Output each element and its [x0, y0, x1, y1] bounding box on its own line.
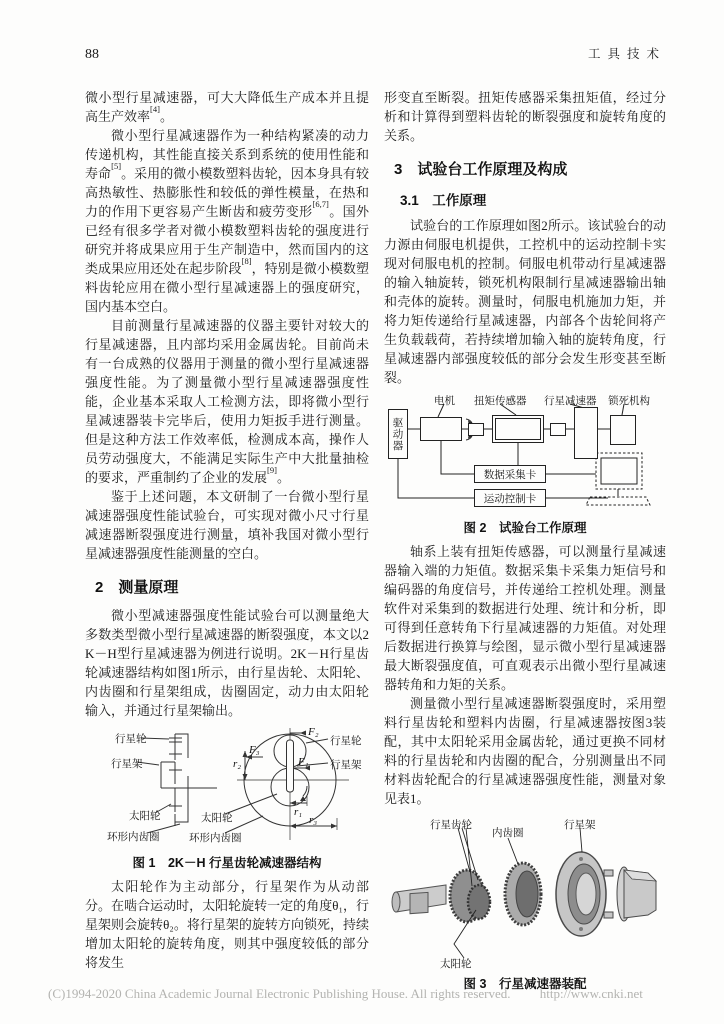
paragraph: 试验台的工作原理如图2所示。该试验台的动力源由伺服电机提供，工控机中的运动控制卡实现对伺服电机的控制。伺服电机带动行星减速器的输入轴旋转，锁死机构限制行星减速器输出轴和壳体的旋转。测量时，伺服电机施加力矩，并将力矩传递给行星减速器，内部各个齿轮间将产生负载载荷，若持续增加输入轴的旋转角度，行星减速器内部强度较低的部分会发生形变甚至断裂。 — [384, 218, 666, 385]
fig1-force-f3: F₃ — [249, 744, 260, 756]
figure-1-caption: 图 1 2K－H 行星齿轮减速器结构 — [132, 856, 322, 870]
paragraph: 鉴于上述问题，本文研制了一台微小型行星减速器强度性能试验台，可实现对微小尺寸行星减速器断裂强度进行测量，填补我国对微小型行星减速器强度性能测量的空白。 — [85, 489, 369, 561]
fig2-box-coupling-2 — [550, 423, 566, 436]
paragraph: 轴系上装有扭矩传感器，可以测量行星减速器输入端的力矩值。数据采集卡采集力矩信号和编码器的角度信号，并传递给工控机处理。测量软件对采集到的数据进行处理、统计和分析，即可得到任意转角下行星减速器的力矩值。对处理后数据进行换算与绘图，显示微小型行星减速器最大断裂强度值，可直观表示出微小型行星减速器转角和力矩的关系。 — [384, 544, 666, 692]
paragraph: 目前测量行星减速器的仪器主要针对较大的行星减速器，且内部均采用金属齿轮。目前尚未有一台成熟的仪器用于测量的微小型行星减速器强度性能。为了测量微小型行星减速器强度性能，企业基本采取人工检测方法，即将微小型行星减速器装卡完毕后，使用力矩扳手进行测量。但是这种方法工作效率低，检测成本高，操作人员劳动强度大，不能满足实际生产中大批量抽检的要求，严重制约了企业的发展[9]。 — [85, 318, 369, 485]
fig2-torque-sensor-inner-frame — [495, 418, 541, 440]
right-column — [384, 88, 666, 998]
fig1-radius-r1: r₁ — [294, 806, 303, 818]
fig2-label-reducer: 行星减速器 — [544, 395, 597, 407]
figure-1-gear-structure — [85, 726, 369, 848]
fig2-box-lock — [610, 415, 636, 445]
fig1-label-planet-wheel: 行星轮 — [115, 733, 147, 745]
figure-2-caption: 图 2 试验台工作原理 — [463, 521, 587, 535]
fig1-label-carrier-right: 行星架 — [330, 759, 362, 771]
footer-url: http://www.cnki.net — [539, 986, 643, 1001]
fig1-label-ring-gear-right: 环形内齿圈 — [189, 832, 242, 844]
fig3-label-planet-gear: 行星齿轮 — [430, 819, 472, 831]
fig1-label-sun-wheel: 太阳轮 — [129, 810, 161, 822]
fig1-label-planet-wheel-right: 行星轮 — [330, 735, 362, 747]
paragraph: 测量微小型行星减速器断裂强度时，采用塑料行星齿轮和塑料内齿圈，行星减速器按图3装配，其中太阳轮采用金属齿轮，通过更换不同材料的行星齿轮和内齿圈的配合，分别测量出不同材料齿轮配合的行星减速器强度性能，测量对象见表1。 — [384, 696, 666, 806]
section-heading-measure-principle: 2 测量原理 — [95, 579, 179, 596]
page-header — [85, 44, 666, 63]
fig1-radius-r3: r₃ — [309, 814, 318, 826]
fig2-box-driver — [388, 409, 408, 459]
page-number: 88 — [85, 47, 99, 62]
fig2-box-daq-card — [474, 465, 546, 483]
fig3-label-ring-gear: 内齿圈 — [492, 827, 524, 839]
fig2-box-torque-sensor — [492, 415, 544, 443]
fig1-radius-r2: r₂ — [233, 758, 242, 770]
paragraph: 微小型减速器强度性能试验台可以测量绝大多数类型微小型行星减速器的断裂强度，本文以2K－H型行星减速器为例进行说明。2K－H行星齿轮减速器结构如图1所示，由行星齿轮、太阳轮、内齿圈和行星架组成，齿圈固定，动力由太阳轮输入，并通过行星架输出。 — [85, 608, 369, 718]
figure-3-reducer-assembly — [384, 814, 666, 969]
paragraph: 太阳轮作为主动部分，行星架作为从动部分。在啮合运动时，太阳轮旋转一定的角度θ₁，行星架则会旋转θ₂。将行星架的旋转方向锁死，持续增加太阳轮的旋转角度，则其中强度较低的部分将发生 — [85, 879, 369, 970]
section-heading-test-bench: 3 试验台工作原理及构成 — [394, 161, 568, 178]
figure-3-drawing — [384, 814, 666, 969]
fig3-label-carrier: 行星架 — [564, 819, 596, 831]
fig2-box-motor — [420, 417, 462, 441]
fig2-box-reducer — [574, 407, 598, 459]
fig1-force-f1: F₁ — [298, 756, 309, 768]
journal-title: 工具技术 — [587, 47, 666, 61]
fig2-driver-text: 驱动器 — [391, 416, 404, 452]
fig2-label-torque-sensor: 扭矩传感器 — [474, 395, 527, 407]
left-column — [85, 88, 369, 972]
fig1-force-f2: F₂ — [308, 726, 319, 738]
footer-copyright: (C)1994-2020 China Academic Journal Electronic Publishing House. All rights reserved. — [48, 986, 511, 1001]
fig2-label-lock: 锁死机构 — [608, 395, 650, 407]
subsection-heading-working-principle: 3.1 工作原理 — [400, 193, 487, 208]
fig2-box-motion-card — [474, 489, 546, 507]
fig2-box-coupling-1 — [468, 423, 484, 436]
paragraph: 微小型行星减速器作为一种结构紧凑的动力传递机构，其性能直接关系到系统的使用性能和寿命[5]。采用的微小模数塑料齿轮，因本身具有较高热敏性、热膨胀性和较低的弹性模量，在热和力的作用下更容易产生断齿和疲劳变形[6,7]。国外已经有很多学者对微小模数塑料齿轮的强度进行研究并将成果应用于生产制造中，然而国内的这类成果应用还处在起步阶段[8]，特别是微小模数塑料齿轮应用在微小型行星减速器上的强度研究，国内基本空白。 — [85, 128, 369, 314]
fig1-label-ring-gear: 环形内齿圈 — [107, 831, 160, 843]
fig3-label-sun-gear: 太阳轮 — [440, 958, 472, 970]
fig2-daq-card-text: 数据采集卡 — [483, 468, 537, 481]
fig1-label-sun-wheel-right: 太阳轮 — [201, 812, 233, 824]
figure-2-working-principle — [384, 393, 666, 513]
figure-3-caption: 图 3 行星减速器装配 — [463, 977, 587, 991]
page-footer — [48, 986, 708, 1002]
paragraph: 形变直至断裂。扭矩传感器采集扭矩值，经过分析和计算得到塑料齿轮的断裂强度和旋转角度的关系。 — [384, 90, 666, 143]
fig2-label-motor: 电机 — [434, 395, 455, 407]
fig1-label-carrier: 行星架 — [111, 758, 143, 770]
paragraph: 微小型行星减速器，可大大降低生产成本并且提高生产效率[4]。 — [85, 90, 369, 124]
fig2-motion-card-text: 运动控制卡 — [483, 492, 537, 505]
